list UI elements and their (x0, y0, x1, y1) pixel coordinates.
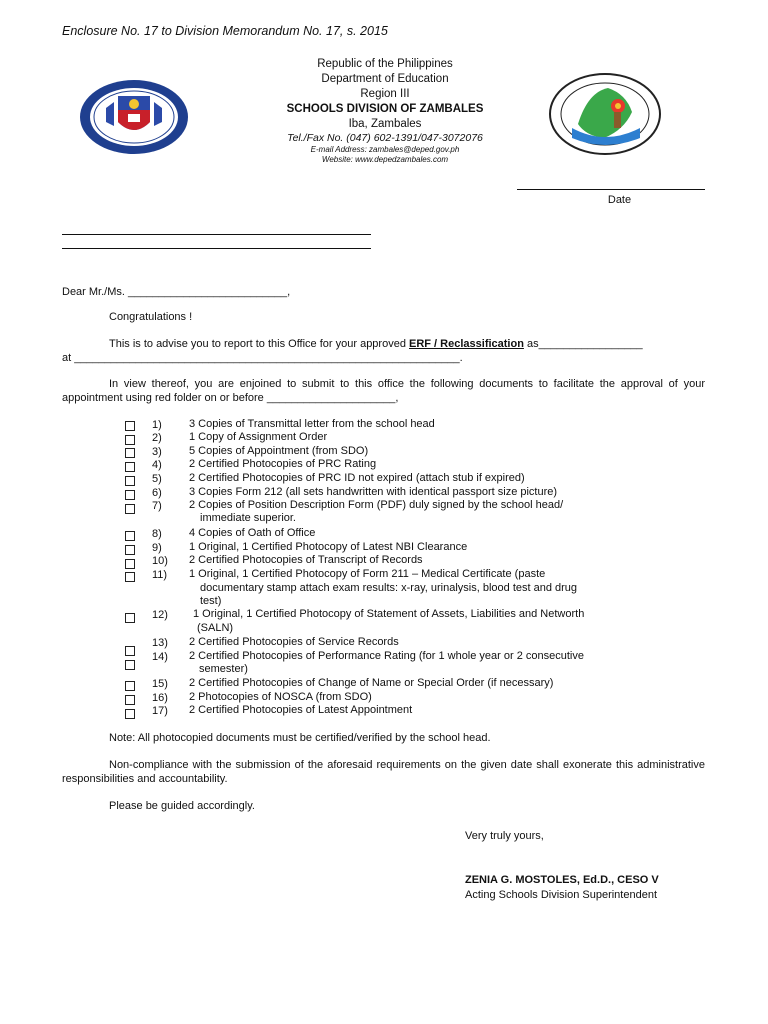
salutation: Dear Mr./Ms. __________________________, (62, 286, 291, 298)
report-text-pre: This is to advise you to report to this Office for your approved (109, 338, 409, 350)
item-text: 1 Original, 1 Certified Photocopy of Form 211 – Medical Certificate (paste (189, 568, 546, 580)
checkbox-item-9[interactable] (125, 545, 135, 555)
item-number: 1) (152, 419, 162, 431)
congratulations: Congratulations ! (109, 311, 193, 323)
address-line-2 (62, 248, 371, 249)
report-text-post: as_________________ (523, 338, 643, 350)
item-text: 2 Photocopies of NOSCA (from SDO) (189, 691, 372, 703)
report-paragraph-line2: at _______________________________________________________________. (62, 352, 463, 364)
item-text-continued: (SALN) (197, 622, 234, 634)
non-compliance-paragraph: Non-compliance with the submission of the aforesaid requirements on the given date shall exonerate this administrative responsibilities and accountability. (62, 759, 705, 785)
item-text-continued: documentary stamp attach exam results: x-ray, urinalysis, blood test and drug (200, 582, 578, 594)
item-text: 4 Copies of Oath of Office (189, 527, 316, 539)
closing-line: Very truly yours, (465, 830, 544, 842)
item-text-continued: immediate superior. (200, 512, 296, 524)
item-text: 3 Copies Form 212 (all sets handwritten with identical passport size picture) (189, 486, 558, 498)
item-text: 2 Copies of Position Description Form (PDF) duly signed by the school head/ (189, 499, 564, 511)
deped-seal-logo (78, 78, 190, 156)
item-text: 5 Copies of Appointment (from SDO) (189, 445, 369, 457)
in-view-paragraph: In view thereof, you are enjoined to submit to this office the following documents to facilitate the approval of your appointment using red folder on or before _____________________, (62, 378, 705, 404)
checkbox-item-6[interactable] (125, 490, 135, 500)
item-text-continued: semester) (199, 663, 248, 675)
item-number: 13) (152, 637, 168, 649)
item-number: 14) (152, 651, 168, 663)
checkbox-item-12[interactable] (125, 613, 135, 623)
item-number: 16) (152, 692, 168, 704)
date-signature-line (517, 189, 705, 190)
item-text: 2 Certified Photocopies of Change of Name or Special Order (if necessary) (189, 677, 554, 689)
item-text-continued: test) (200, 595, 222, 607)
header-email: E-mail Address: zambales@deped.gov.ph (310, 145, 460, 154)
enclosure-line: Enclosure No. 17 to Division Memorandum No. 17, s. 2015 (62, 24, 388, 38)
checkbox-item-13[interactable] (125, 646, 135, 656)
item-number: 8) (152, 528, 162, 540)
header-location: Iba, Zambales (348, 118, 422, 130)
checkbox-item-5[interactable] (125, 476, 135, 486)
note: Note: All photocopied documents must be certified/verified by the school head. (109, 732, 491, 744)
header-tel: Tel./Fax No. (047) 602-1391/047-3072076 (287, 132, 483, 144)
signatory-name: ZENIA G. MOSTOLES, Ed.D., CESO V (465, 874, 659, 886)
checkbox-item-15[interactable] (125, 681, 135, 691)
address-line-1 (62, 234, 371, 235)
item-text: 1 Original, 1 Certified Photocopy of Latest NBI Clearance (189, 541, 468, 553)
guided-line: Please be guided accordingly. (109, 800, 255, 812)
item-text: 2 Certified Photocopies of Latest Appointment (189, 704, 413, 716)
letterhead (230, 57, 540, 165)
signatory-title: Acting Schools Division Superintendent (465, 889, 658, 901)
checkbox-item-4[interactable] (125, 462, 135, 472)
checkbox-item-2[interactable] (125, 435, 135, 445)
checkbox-item-3[interactable] (125, 448, 135, 458)
date-label: Date (607, 194, 632, 206)
item-number: 9) (152, 542, 162, 554)
item-number: 7) (152, 500, 162, 512)
item-number: 4) (152, 459, 162, 471)
item-number: 10) (152, 555, 168, 567)
header-division: SCHOOLS DIVISION OF ZAMBALES (286, 103, 484, 115)
report-paragraph (109, 337, 643, 351)
item-number: 2) (152, 432, 162, 444)
header-republic: Republic of the Philippines (317, 58, 453, 70)
item-text: 2 Certified Photocopies of Performance Rating (for 1 whole year or 2 consecutive (189, 650, 584, 662)
checkbox-item-7[interactable] (125, 504, 135, 514)
item-number: 12) (152, 609, 168, 621)
item-number: 3) (152, 446, 162, 458)
division-seal-logo (548, 72, 662, 156)
item-text: 1 Copy of Assignment Order (189, 431, 328, 443)
item-number: 5) (152, 473, 162, 485)
checkbox-item-8[interactable] (125, 531, 135, 541)
checkbox-item-14[interactable] (125, 660, 135, 670)
checkbox-item-16[interactable] (125, 695, 135, 705)
checkbox-item-1[interactable] (125, 421, 135, 431)
erf-reclassification-label: ERF / Reclassification (409, 338, 524, 350)
item-text: 3 Copies of Transmittal letter from the school head (189, 418, 435, 430)
item-text: 2 Certified Photocopies of Service Records (189, 636, 399, 648)
item-text: 2 Certified Photocopies of Transcript of Records (189, 554, 423, 566)
item-number: 11) (152, 569, 168, 581)
checkbox-item-17[interactable] (125, 709, 135, 719)
item-text: 2 Certified Photocopies of PRC ID not expired (attach stub if expired) (189, 472, 525, 484)
checkbox-item-11[interactable] (125, 572, 135, 582)
item-number: 15) (152, 678, 168, 690)
item-number: 6) (152, 487, 162, 499)
header-department: Department of Education (321, 73, 449, 85)
item-text: 1 Original, 1 Certified Photocopy of Statement of Assets, Liabilities and Networth (193, 608, 585, 620)
item-number: 17) (152, 705, 168, 717)
item-text: 2 Certified Photocopies of PRC Rating (189, 458, 377, 470)
header-region: Region III (360, 88, 410, 100)
header-website: Website: www.depedzambales.com (321, 155, 449, 164)
checkbox-item-10[interactable] (125, 559, 135, 569)
